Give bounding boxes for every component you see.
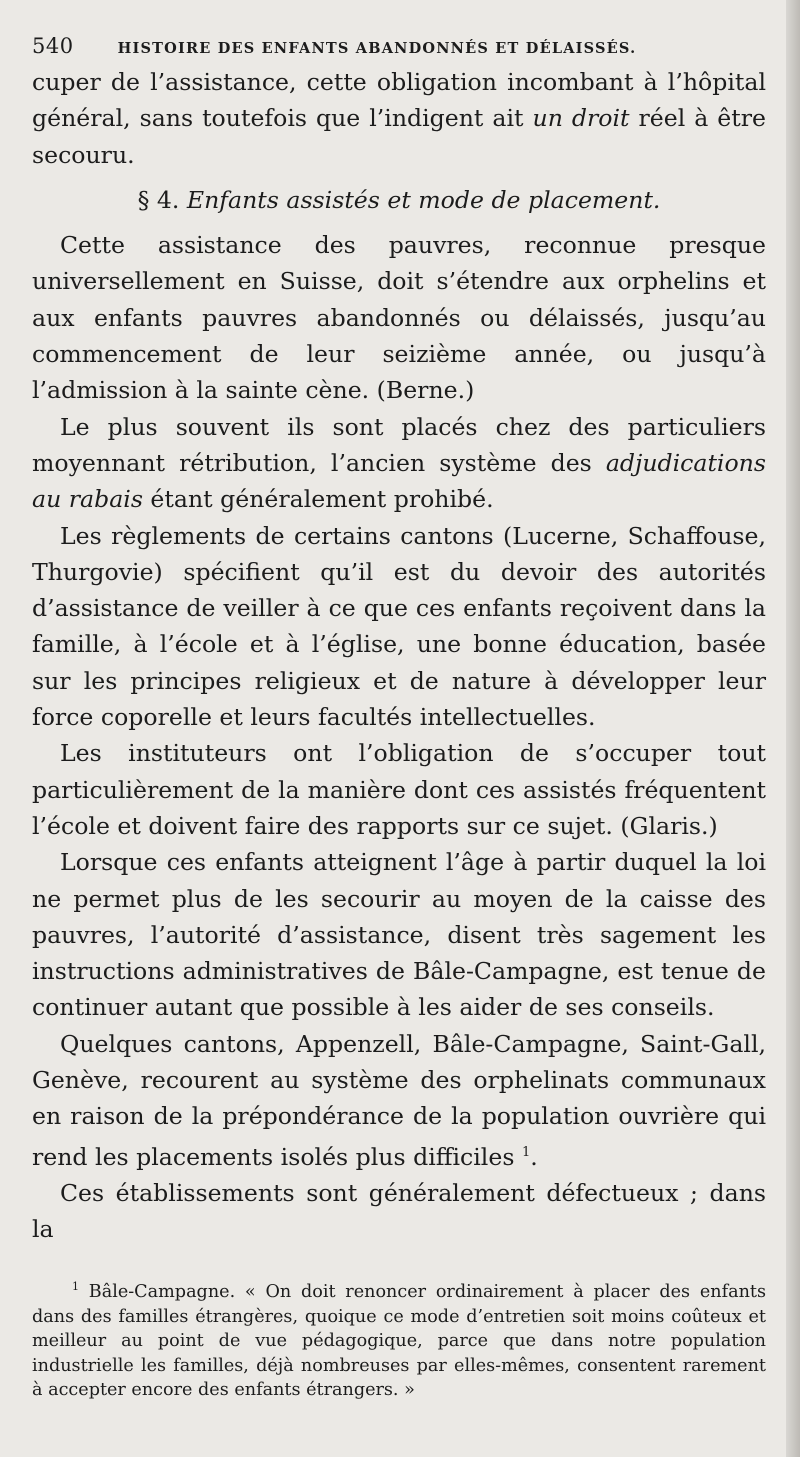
footnote-mark: 1 (72, 1280, 79, 1294)
body-text (32, 64, 766, 1247)
emphasis: un droit (532, 104, 630, 133)
paragraph: Le plus souvent ils sont placés chez des particuliers moyennant rétribution, l’ancien système des adjudications au rabais étant généralement prohibé. (32, 412, 766, 514)
paragraph-continued: cuper de l’assistance, cette obligation incombant à l’hôpital général, sans toutefois que l’indigent ait un droit réel à être secouru. (32, 68, 766, 169)
page-number: 540 (32, 34, 74, 58)
footnote (32, 1275, 766, 1402)
paragraph: Lorsque ces enfants atteignent l’âge à partir duquel la loi ne permet plus de les secourir au moyen de la caisse des pauvres, l’autorité d’assistance, disent très sagement les instructions administratives de Bâle-Campagne, est tenue de continuer autant que possible à les aider de ses conseils. (32, 848, 766, 1022)
running-title: HISTOIRE DES ENFANTS ABANDONNÉS ET DÉLAISSÉS. (117, 40, 637, 57)
footnote-text: Bâle-Campagne. « On doit renoncer ordinairement à placer des enfants dans des familles étrangères, quoique ce mode d’entretien soit moins coûteux et meilleur au point de vue pédagogique, parce que dans notre population industrielle les familles, déjà nombreuses par elles-mêmes, consentent rarement à accepter encore des enfants étrangers. » (32, 1282, 766, 1401)
footnote-reference[interactable]: 1 (521, 1144, 531, 1160)
section-title: Enfants assistés et mode de placement. (186, 185, 661, 214)
paragraph: Les règlements de certains cantons (Lucerne, Schaffouse, Thurgovie) spécifient qu’il est du devoir des autorités d’assistance de veiller à ce que ces enfants reçoivent dans la famille, à l’école et à l’église, une bonne éducation, basée sur les principes religieux et de nature à développer leur force coporelle et leurs facultés intellectuelles. (32, 521, 766, 732)
paragraph: Les instituteurs ont l’obligation de s’occuper tout particulièrement de la manière dont ces assistés fréquentent l’école et doivent faire des rapports sur ce sujet. (Glaris.) (32, 739, 766, 840)
page-header (32, 34, 766, 58)
emphasis: adjudications au rabais (32, 448, 766, 514)
paragraph: Ces établissements sont généralement défectueux ; dans la (32, 1178, 766, 1244)
section-heading: § 4. Enfants assistés et mode de placement. (137, 185, 661, 214)
paragraph: Cette assistance des pauvres, reconnue presque universellement en Suisse, doit s’étendre aux orphelins et aux enfants pauvres abandonnés ou délaissés, jusqu’au commencement de leur seizième année, ou jusqu’à l’admission à la sainte cène. (Berne.) (32, 231, 766, 405)
page-edge-shadow (786, 0, 800, 1457)
paragraph: Quelques cantons, Appenzell, Bâle-Campagne, Saint-Gall, Genève, recourent au système des orphelinats communaux en raison de la prépondérance de la population ouvrière qui rend les placements isolés plus difficiles $^1$. (32, 1029, 766, 1171)
